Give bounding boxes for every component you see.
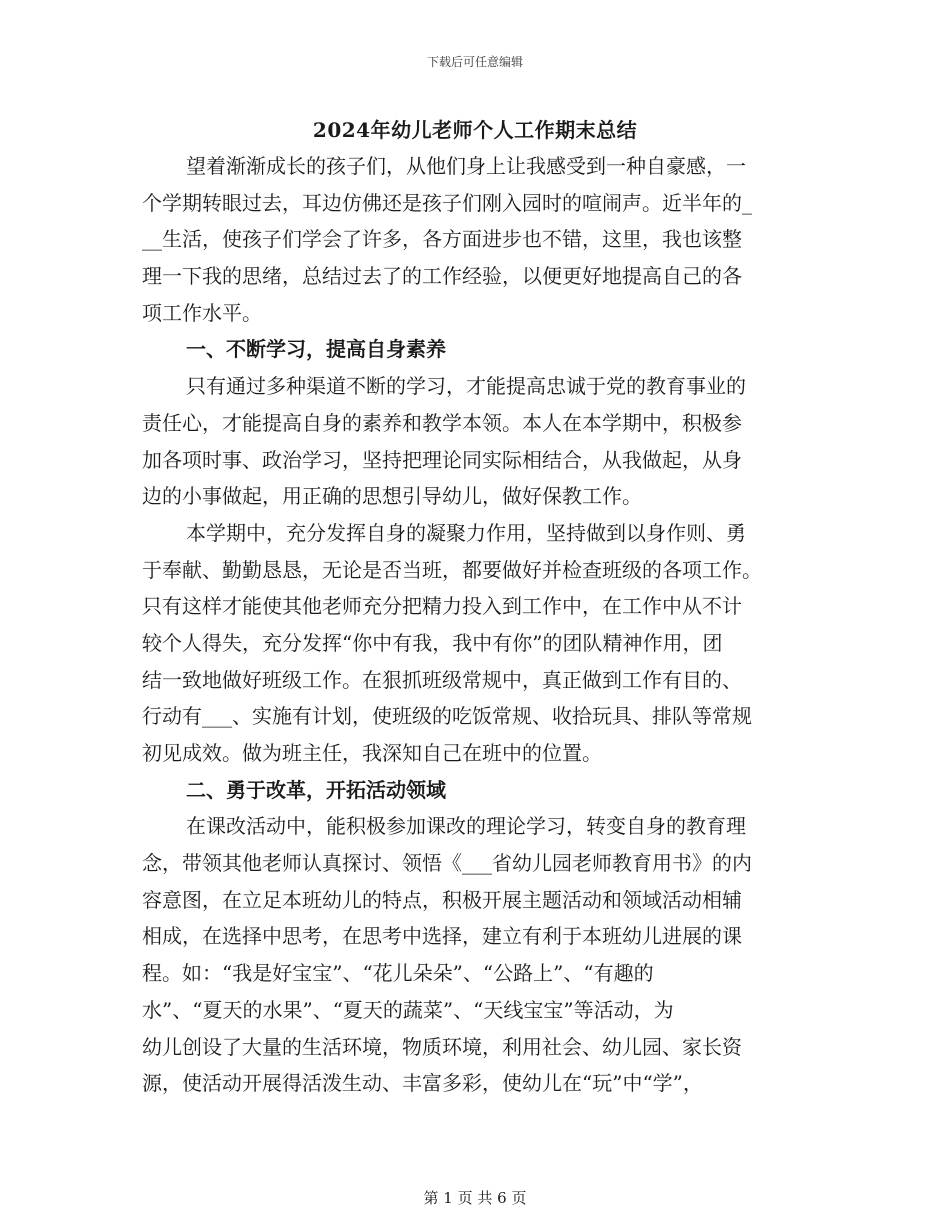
text-line: 水”、“夏天的水果”、“夏天的蔬菜”、“天线宝宝”等活动，为 (142, 997, 674, 1022)
text-line: 加各项时事、政治学习，坚持把理论同实际相结合，从我做起，从身 (142, 447, 742, 472)
text-line: 幼儿创设了大量的生活环境，物质环境，利用社会、幼儿园、家长资 (142, 1034, 742, 1059)
text-line: 程。如：“我是好宝宝”、“花儿朵朵”、“公路上”、“有趣的 (142, 961, 654, 986)
text-line: 源，使活动开展得活泼生动、丰富多彩，使幼儿在“玩”中“学”， (142, 1071, 703, 1096)
document-title: 2024年幼儿老师个人工作期末总结 (312, 118, 638, 142)
text-line: 责任心，才能提高自身的素养和教学本领。本人在本学期中，积极参 (142, 410, 742, 435)
text-line: 初见成效。做为班主任，我深知自己在班中的位置。 (142, 741, 602, 765)
text-line: 本学期中，充分发挥自身的凝聚力作用，坚持做到以身作则、勇 (186, 520, 746, 545)
text-line: 项工作水平。 (142, 300, 262, 325)
text-line: 在课改活动中，能积极参加课改的理论学习，转变自身的教育理 (186, 814, 746, 839)
text-line: 相成，在选择中思考，在思考中选择，建立有利于本班幼儿进展的课 (142, 924, 742, 949)
text-line: 个学期转眼过去，耳边仿佛还是孩子们刚入园时的喧闹声。近半年的_ (142, 190, 752, 215)
text-line: 于奉献、勤勤恳恳，无论是否当班，都要做好并检查班级的各项工作。 (142, 557, 762, 582)
text-line: 只有这样才能使其他老师充分把精力投入到工作中，在工作中从不计 (142, 594, 742, 619)
text-line: 容意图，在立足本班幼儿的特点，积极开展主题活动和领域活动相辅 (142, 887, 742, 912)
text-line: 望着渐渐成长的孩子们，从他们身上让我感受到一种自豪感，一 (186, 154, 746, 178)
section-heading: 二、勇于改革，开拓活动领域 (186, 777, 446, 802)
page-footer: 第 1 页 共 6 页 (423, 1189, 527, 1207)
text-line: 只有通过多种渠道不断的学习，才能提高忠诚于党的教育事业的 (186, 374, 746, 399)
text-line: 理一下我的思绪，总结过去了的工作经验，以便更好地提高自己的各 (142, 264, 742, 289)
text-line: 较个人得失，充分发挥“你中有我，我中有你”的团队精神作用，团 (142, 630, 723, 655)
page-header: 下载后可任意编辑 (426, 55, 523, 69)
text-line: 念，带领其他老师认真探讨、领悟《___省幼儿园老师教育用书》的内 (142, 851, 752, 876)
document-body (142, 148, 808, 1102)
text-line: __生活，使孩子们学会了许多，各方面进步也不错，这里，我也该整 (142, 227, 742, 252)
text-line: 结一致地做好班级工作。在狠抓班级常规中，真正做到工作有目的、 (142, 667, 742, 692)
section-heading: 一、不断学习，提高自身素养 (186, 337, 446, 362)
text-line: 行动有___、实施有计划，使班级的吃饭常规、收拾玩具、排队等常规 (142, 704, 752, 729)
text-line: 边的小事做起，用正确的思想引导幼儿，做好保教工作。 (142, 484, 642, 509)
